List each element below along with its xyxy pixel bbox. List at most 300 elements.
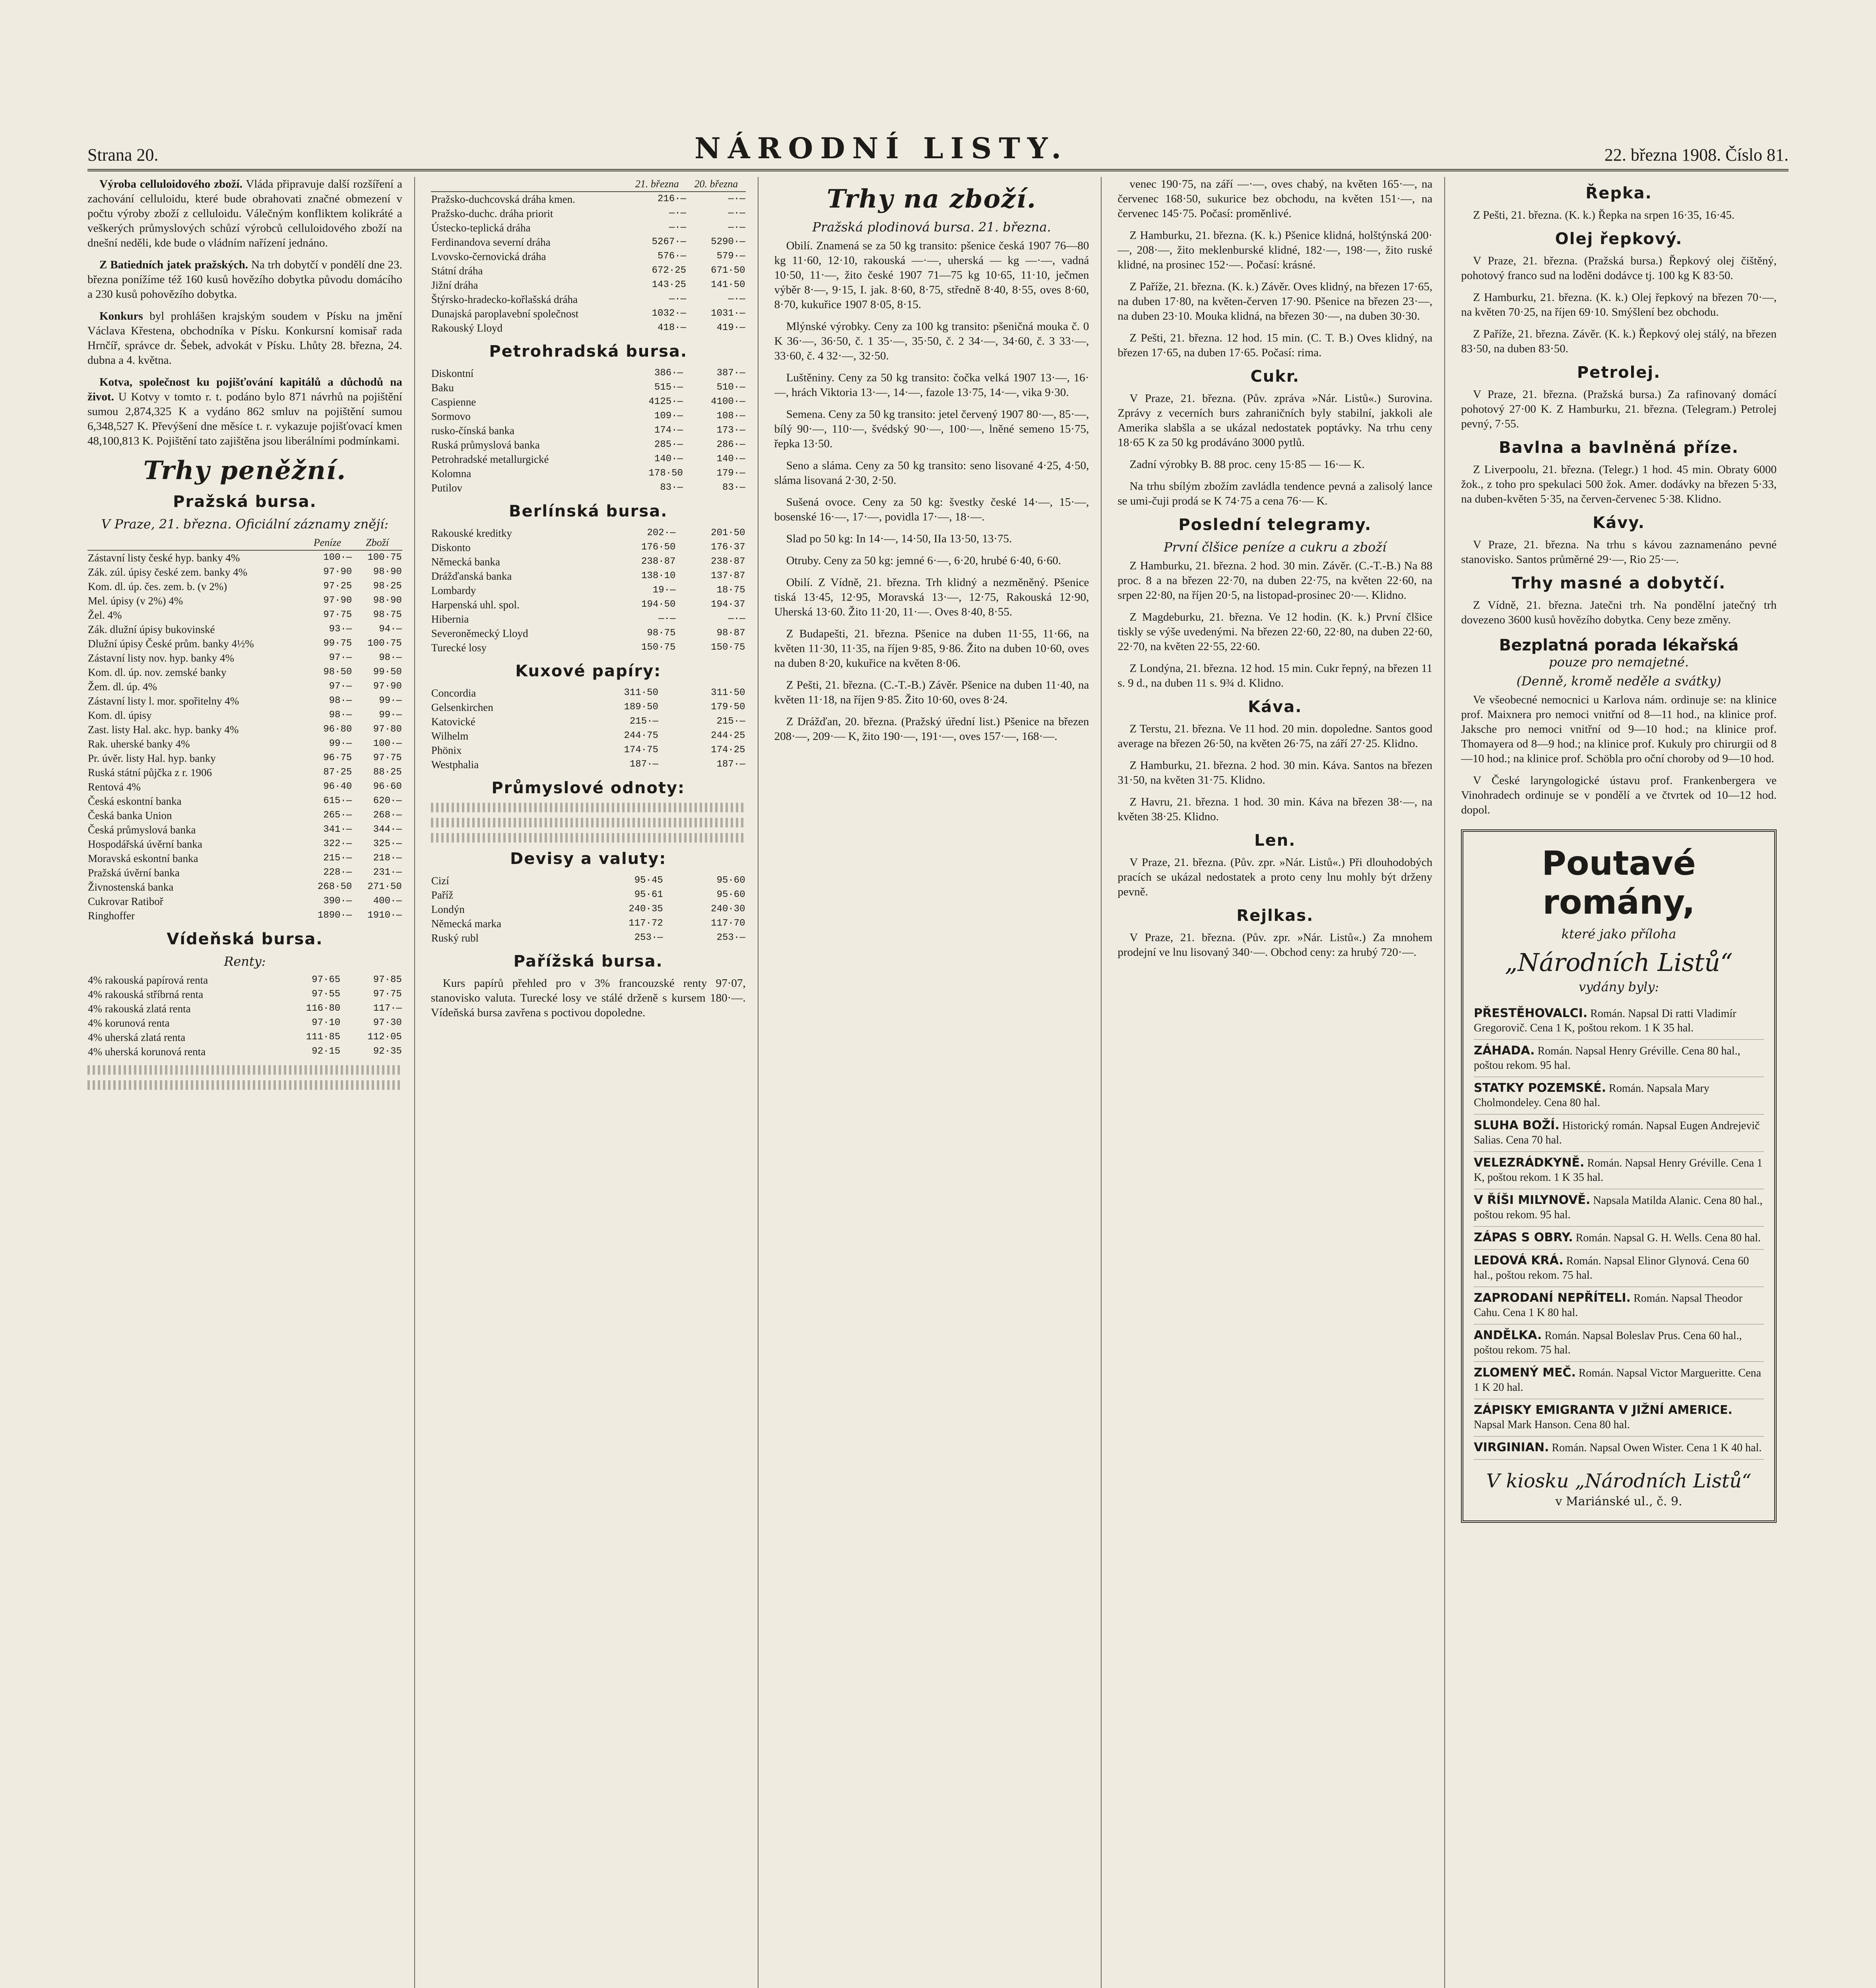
notice-subtitle2: (Denně, kromě neděle a svátky)	[1516, 674, 1721, 689]
quote-value: 150·75	[711, 642, 745, 653]
report-paragraph: V Praze, 21. března. (Pražská bursa.) Řepkový olej čištěný, pohotový franco sud na loděni dodávce tj. 100 kg K 83·50.	[1461, 254, 1777, 282]
quote-value: 215·—	[323, 853, 352, 864]
quote-value: 341·—	[323, 824, 352, 835]
quote-value: 510·—	[716, 382, 745, 393]
security-name: Hibernia	[431, 613, 469, 625]
table-row	[431, 888, 746, 902]
vienna-subtitle: Renty:	[224, 954, 266, 969]
sugar-reports	[1117, 391, 1432, 509]
col-header: 21. března	[628, 177, 687, 192]
quote-value: 92·15	[312, 1046, 341, 1057]
ad-novel-item	[1474, 1152, 1764, 1189]
security-name: Německá banka	[431, 556, 500, 568]
security-name: 4% rakouská stříbrná renta	[88, 988, 204, 1000]
quote-value: 92·35	[373, 1046, 402, 1057]
table-row	[431, 916, 746, 931]
ad-novel-item	[1474, 1399, 1764, 1437]
goods-market-title: Trhy na zboží.	[826, 184, 1037, 214]
quote-value: 179·50	[711, 702, 745, 712]
quote-value: 418·—	[658, 322, 687, 333]
quote-value: 202·—	[647, 528, 676, 538]
quotes-table	[431, 177, 746, 335]
rape-title: Řepka.	[1585, 184, 1652, 202]
table-row	[431, 278, 746, 292]
quote-value: 99·—	[379, 710, 402, 720]
quote-value: 97·65	[312, 975, 341, 985]
table-row	[431, 540, 746, 555]
ad-novel-item	[1474, 1227, 1764, 1250]
quote-value: 400·—	[373, 896, 402, 907]
security-name: Kom. dl. úpisy	[88, 709, 152, 721]
table-row	[431, 206, 746, 221]
quote-value: —·—	[728, 613, 745, 624]
novel-description: Román. Napsal G. H. Wells. Cena 80 hal.	[1575, 1232, 1761, 1244]
column-4	[1117, 177, 1445, 1988]
security-name: Severoněmecký Lloyd	[431, 627, 528, 639]
security-name: Žel. 4%	[88, 609, 122, 621]
quote-value: 109·—	[654, 411, 683, 421]
newspaper-title: NÁRODNÍ LISTY.	[694, 131, 1069, 165]
ad-subtitle2: vydány byly:	[1578, 979, 1659, 994]
report-paragraph: Z Drážďan, 20. března. (Pražský úřední list.) Pšenice na březen 208·—, 209·— K, žito 190·—, 191·—, oves 157·—, 168·—.	[774, 715, 1089, 743]
quote-value: 112·05	[367, 1032, 402, 1043]
quote-value: 311·50	[624, 687, 658, 698]
novel-description: Román. Napsal Henry Gréville. Cena 1 K, poštou rekom. 1 K 35 hal.	[1474, 1157, 1763, 1184]
table-row	[431, 569, 746, 583]
security-name: Turecké losy	[431, 642, 487, 654]
quote-value: 94·—	[379, 624, 402, 635]
security-name: Cizí	[431, 875, 449, 887]
ad-novel-item	[1474, 1437, 1764, 1460]
quote-value: 176·50	[641, 542, 676, 553]
security-name: 4% rakouská zlatá renta	[88, 1003, 191, 1015]
quote-value: 87·25	[323, 767, 352, 778]
table-row	[431, 626, 746, 641]
security-name: Kolomna	[431, 468, 471, 480]
quote-value: 240·35	[629, 904, 663, 914]
security-name: Rentová 4%	[88, 781, 141, 793]
quote-value: 108·—	[716, 411, 745, 421]
novel-description: Napsal Mark Hanson. Cena 80 hal.	[1474, 1419, 1630, 1431]
table-row	[431, 874, 746, 888]
table-row	[87, 973, 402, 987]
petrol-title: Petrolej.	[1577, 363, 1661, 382]
quote-value: 97·90	[373, 681, 402, 692]
quote-value: 98·25	[373, 581, 402, 592]
quote-value: 268·50	[317, 881, 352, 892]
security-name: Mel. úpisy (v 2%) 4%	[88, 595, 183, 607]
quote-value: 189·50	[624, 702, 658, 712]
novel-description: Román. Napsal Victor Margueritte. Cena 1 K 20 hal.	[1474, 1367, 1762, 1394]
quote-value: 1890·—	[317, 910, 352, 921]
table-row	[431, 700, 746, 714]
column-3	[774, 177, 1102, 1988]
security-name: Phönix	[431, 744, 462, 756]
quote-value: 97·90	[323, 567, 352, 577]
table-row	[431, 931, 746, 945]
oil-title: Olej řepkový.	[1555, 230, 1683, 248]
quote-value: 97·75	[373, 753, 402, 763]
report-paragraph: Obilí. Z Vídně, 21. března. Trh klidný a nezměněný. Pšenice tiská 13·45, 12·95, Moravská 13·—, 12·75, Rakouská 12·90, Uherská 13·60. Žito 11·20, 11·—. Oves 8·40, 8·55.	[774, 576, 1089, 618]
ad-paper-name: „Národních Listů“	[1505, 948, 1733, 977]
report-paragraph: Z Pešti, 21. března. (C.-T.-B.) Závěr. Pšenice na duben 11·40, na květen 11·18, na říjen 9·85. Žito 10·60, oves 8·24.	[774, 679, 1089, 706]
report-paragraph: Luštěniny. Ceny za 50 kg transito: čočka velká 1907 13·—, 16·—, hrách Viktoria 13·—, 14·—, fazole 13·75, 14·—, vika 9·30.	[774, 371, 1089, 399]
quotes-table	[87, 536, 402, 923]
table-row	[431, 729, 746, 743]
coffee2-text: V Praze, 21. března. Na trhu s kávou zaznamenáno pevné stanovisko. Santos průměrné 29·—, Rio 25·—.	[1461, 538, 1777, 566]
vienna-title: Vídeňská bursa.	[167, 930, 323, 948]
quote-value: 99·—	[379, 695, 402, 706]
quote-value: 672·25	[652, 265, 687, 276]
security-name: Dunajská paroplavební společnost	[431, 308, 579, 320]
quote-value: 98·87	[716, 628, 745, 639]
page-columns	[87, 177, 1789, 1988]
novel-description: Román. Napsal Di ratti Vladimír Gregorovič. Cena 1 K, poštou rekom. 1 K 35 hal.	[1474, 1008, 1736, 1034]
paris-title: Pařížská bursa.	[513, 952, 663, 971]
security-name: Česká eskontní banka	[88, 795, 182, 807]
security-name: 4% rakouská papírová renta	[88, 974, 208, 986]
quote-value: 228·—	[323, 867, 352, 878]
quote-value: 179·—	[716, 468, 745, 479]
telegram-subtitle: První člšice peníze a cukru a zboží	[1164, 540, 1387, 555]
quote-value: 111·85	[306, 1032, 341, 1043]
ad-subtitle: které jako příloha	[1561, 926, 1676, 942]
quotes-table	[431, 366, 746, 495]
quote-value: —·—	[728, 194, 745, 204]
quote-value: —·—	[728, 222, 745, 233]
quote-value: 140·—	[654, 454, 683, 464]
table-row	[87, 1030, 402, 1044]
novel-description: Román. Napsal Boleslav Prus. Cena 60 hal., poštou rekom. 75 hal.	[1474, 1330, 1742, 1356]
goods-market-subtitle: Pražská plodinová bursa. 21. března.	[812, 219, 1051, 235]
security-name: Zast. listy Hal. akc. hyp. banky 4%	[88, 724, 239, 736]
quote-value: 100·75	[367, 552, 402, 563]
security-name: Baku	[431, 382, 454, 394]
table-row	[431, 612, 746, 626]
novel-title: STATKY POZEMSKÉ.	[1474, 1081, 1606, 1095]
col-header: Zboží	[352, 536, 402, 550]
quote-value: 96·40	[323, 781, 352, 792]
quote-value: 97·10	[312, 1017, 341, 1028]
security-name: Žem. dl. úp. 4%	[88, 681, 157, 693]
quote-value: 271·50	[367, 881, 402, 892]
table-row	[87, 594, 402, 608]
quote-value: 97·—	[329, 652, 352, 663]
table-row	[431, 307, 746, 321]
berlin-title: Berlínská bursa.	[508, 502, 668, 520]
security-name: Ruský rubl	[431, 932, 479, 944]
quotes-table	[87, 973, 402, 1059]
table-row	[431, 452, 746, 466]
table-row	[87, 708, 402, 722]
quote-value: 97·75	[323, 610, 352, 620]
quote-value: 117·—	[373, 1003, 402, 1014]
novel-description: Román. Napsal Henry Gréville. Cena 80 hal., poštou rekom. 95 hal.	[1474, 1045, 1740, 1072]
report-paragraph: Z Havru, 21. března. 1 hod. 30 min. Káva na březen 38·—, na květen 38·25. Klidno.	[1117, 796, 1433, 823]
quote-value: 97·55	[312, 989, 341, 1000]
table-row	[87, 1002, 402, 1016]
flax-text: V Praze, 21. března. (Pův. zpr. »Nár. Listů«.) Při dlouhodobých pracích se ukázal nedostatek a proto ceny lnu mohly být drženy pevně.	[1117, 856, 1433, 898]
security-name: Ferdinandova severní dráha	[431, 236, 551, 248]
table-row	[87, 837, 402, 851]
novel-title: ZÁHADA.	[1474, 1044, 1535, 1058]
report-paragraph: Z Paříže, 21. března. Závěr. (K. k.) Řepkový olej stálý, na březen 83·50, na duben 83·50.	[1461, 328, 1777, 355]
quote-value: 97·90	[323, 595, 352, 606]
table-row	[87, 751, 402, 765]
security-name: Rakouské kreditky	[431, 527, 512, 539]
currency-title: Devisy a valuty:	[510, 850, 667, 868]
ad-novel-item	[1474, 1324, 1764, 1362]
quote-value: 244·25	[711, 730, 745, 741]
table-row	[87, 722, 402, 737]
quote-value: 231·—	[373, 867, 402, 878]
column-1	[87, 177, 415, 1988]
security-name: Hospodářská úvěrní banka	[88, 838, 202, 850]
col-header: Peníze	[303, 536, 353, 550]
quote-value: 98·—	[329, 695, 352, 706]
col-header: 20. března	[687, 177, 746, 192]
table-row	[431, 583, 746, 598]
quote-value: 1910·—	[367, 910, 402, 921]
issue-date: 22. března 1908. Číslo 81.	[1604, 145, 1789, 165]
novel-title: VIRGINIAN.	[1474, 1441, 1549, 1454]
table-row	[431, 902, 746, 916]
security-name: Westphalia	[431, 759, 479, 771]
table-row	[431, 395, 746, 409]
ad-novel-item	[1474, 1002, 1764, 1040]
report-paragraph: Z Hamburku, 21. března. (K. k.) Olej řepkový na březen 70·—, na květen 70·25, na říjen 69·10. Smýšlení bez obchodu.	[1461, 291, 1777, 318]
quote-value: 579·—	[716, 251, 745, 262]
quote-value: 194·50	[641, 599, 676, 610]
novel-title: VELEZRÁDKYNĚ.	[1474, 1156, 1585, 1170]
quote-value: 178·50	[648, 468, 683, 479]
security-name: Zástavní listy nov. hyp. banky 4%	[88, 652, 234, 664]
security-name: Pražská úvěrní banka	[88, 867, 180, 879]
table-row	[431, 686, 746, 700]
security-name: Pražsko-duchc. dráha priorit	[431, 208, 553, 219]
grain-reports	[1117, 177, 1432, 360]
security-name: Wilhelm	[431, 730, 469, 742]
table-row	[87, 694, 402, 708]
quote-value: 176·37	[711, 542, 745, 553]
report-paragraph: Z Hamburku, 21. března. (K. k.) Pšenice klidná, holštýnská 200·—, 208·—, žito meklenburské klidné, 182·—, 198·—, žito ruské klidné, na prosinec 152·—. Počasí: krásné.	[1117, 229, 1433, 271]
quote-value: 98·50	[323, 667, 352, 678]
table-row	[431, 423, 746, 438]
quote-value: 97·80	[373, 724, 402, 735]
novel-title: ZLOMENÝ MEČ.	[1474, 1366, 1576, 1380]
ad-kiosk: V kiosku „Národních Listů“	[1486, 1470, 1752, 1492]
security-name: Lvovsko-černovická dráha	[431, 250, 546, 262]
quote-value: 615·—	[323, 796, 352, 806]
quote-value: 387·—	[716, 368, 745, 379]
table-row	[431, 249, 746, 264]
quote-value: 515·—	[654, 382, 683, 393]
sugar-title: Cukr.	[1250, 367, 1300, 386]
notice-text: Ve všeobecné nemocnici u Karlova nám. ordinuje se: na klinice prof. Maixnera pro nemoci vnitřní od 8—11 hod., na klinice prof. Jaksche pro nemoci vnitřní od 9—10 hod.; na klinice prof. Thomayera od 8—9 hod.; na klinice prof. Kukuly pro chirurgii od 8—10 hod.; na klinice prof. Schöbla pro oční choroby od 9—10 hod.	[1461, 693, 1777, 765]
industrial-title: Průmyslové odnoty:	[491, 779, 685, 797]
quote-value: 98·—	[329, 710, 352, 720]
ad-novel-item	[1474, 1189, 1764, 1227]
security-name: Německá marka	[431, 918, 501, 930]
quote-value: 173·—	[716, 425, 745, 436]
quotes-table	[431, 526, 746, 655]
security-name: Pr. úvěr. listy Hal. hyp. banky	[88, 752, 216, 764]
novel-title: ZÁPISKY EMIGRANTA V JIŽNÍ AMERICE.	[1474, 1403, 1732, 1417]
article: Z Batiedních jatek pražských. Na trh dobytčí v pondělí dne 23. března ponížíme též 160 kusů hovězího dobytka původu domácího a 230 kusů pohovězího dobytka.	[87, 258, 402, 301]
table-row	[431, 438, 746, 452]
table-row	[87, 851, 402, 866]
quote-value: 419·—	[716, 322, 745, 333]
quote-value: 187·—	[716, 759, 745, 770]
quote-value: 98·90	[373, 595, 402, 606]
security-name: Zák. dlužní úpisy bukovinské	[88, 623, 215, 635]
table-row	[87, 765, 402, 780]
security-name: 4% korunová renta	[88, 1017, 170, 1029]
quote-value: —·—	[669, 208, 687, 219]
section-title: Trhy peněžní.	[143, 456, 347, 485]
meat-title: Trhy masné a dobytčí.	[1511, 574, 1726, 592]
quote-value: 99·50	[373, 667, 402, 678]
quote-value: 88·25	[373, 767, 402, 778]
novel-title: ZÁPAS S OBRY.	[1474, 1231, 1573, 1244]
quote-value: 138·10	[641, 571, 676, 581]
ad-novel-item	[1474, 1362, 1764, 1399]
security-name: Ústecko-teplická dráha	[431, 222, 531, 234]
table-row	[431, 409, 746, 423]
ad-address: v Mariánské ul., č. 9.	[1555, 1495, 1682, 1508]
quote-value: —·—	[669, 222, 687, 233]
table-row	[87, 909, 402, 923]
table-row	[87, 737, 402, 751]
table-row	[431, 481, 746, 495]
quote-value: 344·—	[373, 824, 402, 835]
flax-title: Len.	[1254, 831, 1296, 850]
quote-value: 137·87	[711, 571, 745, 581]
quote-value: 117·70	[711, 918, 745, 929]
table-row	[87, 608, 402, 622]
petrograd-title: Petrohradská bursa.	[489, 342, 688, 361]
quote-value: 141·50	[711, 280, 745, 290]
quote-value: 95·61	[634, 889, 663, 900]
quote-value: 98·—	[379, 652, 402, 663]
report-paragraph: Z Paříže, 21. března. (K. k.) Závěr. Oves klidný, na březen 17·65, na duben 17·80, na květen-červen 17·90. Pšenice na březen 23·—, na duben 23·10. Mouka klidná, na březen 30·—, na duben 30·30.	[1117, 280, 1433, 322]
ad-novel-item	[1474, 1287, 1764, 1324]
quote-value: 174·25	[711, 745, 745, 755]
security-name: Petrohradské metallurgické	[431, 453, 549, 465]
security-name: Štýrsko-hradecko-kořlašská dráha	[431, 293, 578, 305]
quote-value: 1032·—	[652, 308, 687, 319]
quote-value: 98·75	[373, 610, 402, 620]
table-row	[87, 579, 402, 594]
table-row	[431, 264, 746, 278]
quote-value: 576·—	[658, 251, 687, 262]
coffee-reports	[1117, 722, 1432, 824]
quote-value: 253·—	[634, 932, 663, 943]
table-row	[87, 823, 402, 837]
security-name: Diskontní	[431, 367, 474, 379]
report-paragraph: Z Magdeburku, 21. března. Ve 12 hodin. (K. k.) První člšice tiskly se výše uvedenými. Na březen 22·60, 22·80, na duben 22·60, 22·70, na květen 22·55, 22·60.	[1117, 611, 1433, 653]
article: Kotva, společnost ku pojišťování kapitálů a důchodů na život. U Kotvy v tomto r. t. podáno bylo 871 návrhů na pojištění sumou 2,874,325 K a vydáno 862 smluv na pojištění sumou 6,348,527 K. Převýšení dne měsíce t. r. vykazuje pojišťovací kmen 48,100,813 K. Pojištění tato zajištěna jsou liberálními podmínkami.	[87, 376, 402, 447]
table-row	[87, 565, 402, 579]
quote-value: 100·75	[367, 638, 402, 649]
meat-text: Z Vídně, 21. března. Jatečni trh. Na pondělní jatečný trh dovezeno 3600 kusů hovězího dobytka. Ceny beze změny.	[1461, 599, 1777, 626]
quote-value: 174·75	[624, 745, 658, 755]
quote-value: 4125·—	[648, 396, 683, 407]
quote-value: 97·30	[373, 1017, 402, 1028]
honey-text: V Praze, 21. března. (Pův. zpr. »Nár. Listů«.) Za mnohem prodejní ve lnu lisovaný 340·—. Obchod ceny: za hrubý 720·—.	[1117, 931, 1433, 959]
report-paragraph: Seno a sláma. Ceny za 50 kg transito: seno lisované 4·25, 4·50, sláma lisovaná 2·30, 2·50.	[774, 459, 1089, 487]
telegram-reports	[1117, 559, 1432, 691]
table-row	[87, 987, 402, 1002]
novel-description: Román. Napsal Elinor Glynová. Cena 60 hal., poštou rekom. 75 hal.	[1474, 1255, 1749, 1281]
security-name: Kom. dl. úp. nov. zemské banky	[88, 666, 227, 678]
security-name: Kom. dl. úp. čes. zem. b. (v 2%)	[88, 580, 227, 592]
quote-value: 18·75	[716, 585, 745, 596]
quote-value: 671·50	[711, 265, 745, 276]
quote-value: —·—	[728, 294, 745, 305]
quote-value: —·—	[669, 294, 687, 305]
table-row	[431, 192, 746, 206]
rape-text: Z Pešti, 21. března. (K. k.) Řepka na srpen 16·35, 16·45.	[1473, 209, 1735, 221]
quote-value: 83·—	[660, 482, 683, 493]
novel-title: LEDOVÁ KRÁ.	[1474, 1254, 1564, 1268]
quote-value: 386·—	[654, 368, 683, 379]
quote-value: —·—	[658, 613, 676, 624]
security-name: Dlužní úpisy České prům. banky 4½%	[88, 638, 254, 650]
table-row	[87, 637, 402, 651]
novel-description: Román. Napsala Mary Cholmondeley. Cena 80 hal.	[1474, 1082, 1709, 1109]
security-name: Drážďanská banka	[431, 570, 512, 582]
quote-value: 265·—	[323, 810, 352, 821]
table-row	[431, 555, 746, 569]
quote-value: 143·25	[652, 280, 687, 290]
telegram-title: Poslední telegramy.	[1178, 516, 1372, 534]
quote-value: 244·75	[624, 730, 658, 741]
report-paragraph: Z Budapešti, 21. března. Pšenice na duben 11·55, 11·66, na květen 11·30, 11·35, na říjen 9·85, 9·86. Žito na duben 10·60, oves na duben 8·20, kukuřice na květen 8·06.	[774, 627, 1089, 670]
quote-value: 95·45	[634, 875, 663, 886]
paris-text: Kurs papírů přehled pro v 3% francouzské renty 97·07, stanovisko valuta. Turecké losy ve stálé drženě s kursem 180·—. Vídeňská bursa zavřena s poctivou dopoledne.	[431, 977, 746, 1019]
report-paragraph: Mlýnské výrobky. Ceny za 100 kg transito: pšeničná mouka č. 0 K 36·—, 36·50, č. 1 35·—, 35·50, č. 2 34·—, 34·60, č. 3 33·—, 33·60, č. 4 32·—, 32·50.	[774, 320, 1089, 362]
quote-value: 322·—	[323, 839, 352, 849]
ad-title: Poutavé romány,	[1542, 844, 1696, 922]
security-name: Zák. zúl. úpisy české zem. banky 4%	[88, 566, 248, 578]
security-name: Londýn	[431, 903, 465, 915]
report-paragraph: Semena. Ceny za 50 kg transito: jetel červený 1907 80·—, 85·—, bílý 90·—, 110·—, švédský 90·—, 100·—, lněné semeno 15·75, řepka 13·50.	[774, 408, 1089, 450]
quote-value: 100·—	[323, 552, 352, 563]
quote-value: 1031·—	[711, 308, 745, 319]
coffee2-title: Kávy.	[1593, 514, 1645, 532]
security-name: 4% uherská zlatá renta	[88, 1031, 186, 1043]
security-name: Cukrovar Ratiboř	[88, 895, 163, 907]
table-row	[431, 321, 746, 335]
coffee-title: Káva.	[1248, 698, 1302, 716]
security-name: Gelsenkirchen	[431, 701, 493, 713]
mining-title: Kuxové papíry:	[515, 662, 662, 680]
table-row	[87, 651, 402, 665]
table-row	[431, 381, 746, 395]
quote-value: 99·75	[323, 638, 352, 649]
goods-market-reports	[774, 239, 1089, 744]
quote-value: 268·—	[373, 810, 402, 821]
report-paragraph: Sušená ovoce. Ceny za 50 kg: švestky české 14·—, 15·—, bosenské 16·—, 17·—, povidla 17·—, 18·—.	[774, 496, 1089, 523]
quote-value: 238·87	[711, 556, 745, 567]
table-row	[87, 550, 402, 565]
security-name: Katovické	[431, 716, 475, 728]
quote-value: 140·—	[716, 454, 745, 464]
quote-value: 97·25	[323, 581, 352, 592]
quote-value: 187·—	[629, 759, 658, 770]
novel-title: ZAPRODANÍ NEPŘÍTELI.	[1474, 1291, 1631, 1305]
